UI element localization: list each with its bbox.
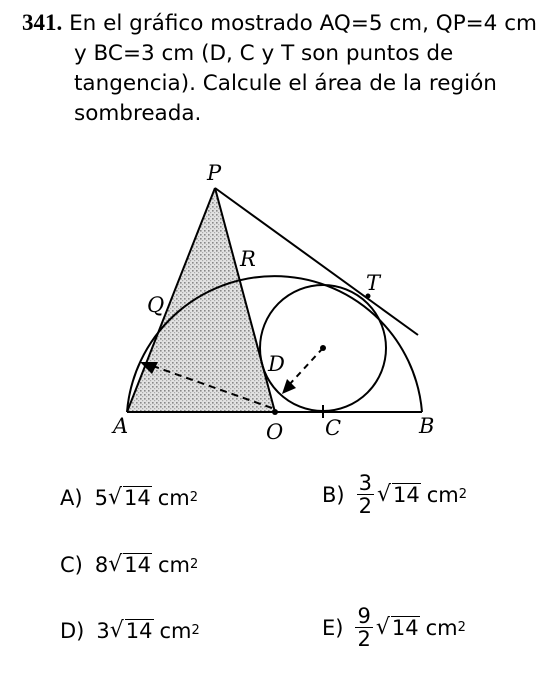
option-a[interactable]: A) 5 √ 14 cm 2	[60, 485, 198, 510]
sqrt-symbol: √	[109, 618, 124, 643]
fraction: $\frac{9}{2}$	[357, 604, 371, 651]
sqrt-symbol: √	[375, 615, 390, 640]
label-C: C	[325, 416, 342, 440]
label-B: B	[419, 414, 435, 438]
problem-line-1: 341. En el gráfico mostrado AQ=5 cm, QP=4 cm	[22, 10, 537, 36]
label-R: R	[240, 247, 256, 271]
label-P: P	[207, 161, 222, 185]
problem-statement	[22, 8, 537, 129]
point-center	[320, 345, 326, 351]
problem-line-3: tangencia). Calcule el área de la región	[74, 71, 497, 96]
option-e[interactable]: E) $\frac{9}{2}$ √ 14 cm 2	[322, 604, 466, 651]
problem-line-2: y BC=3 cm (D, C y T son puntos de	[74, 41, 454, 66]
sqrt-symbol: √	[107, 485, 122, 510]
sqrt-symbol: √	[376, 482, 392, 507]
label-O: O	[266, 420, 284, 444]
label-A: A	[113, 414, 129, 438]
dashed-radius-D	[288, 348, 323, 386]
problem-line-4: sombreada.	[74, 101, 202, 126]
arrowhead-D	[282, 379, 296, 394]
label-D: D	[268, 352, 285, 376]
problem-number: 341.	[22, 10, 63, 35]
fraction: $\frac{3}{2}$	[358, 471, 372, 518]
geometry-figure	[0, 150, 540, 450]
label-T: T	[366, 271, 381, 295]
option-b[interactable]: B) $\frac{3}{2}$ √ 14 cm 2	[322, 471, 468, 518]
option-c[interactable]: C) 8 √ 14 cm 2	[60, 552, 199, 577]
point-O	[272, 409, 278, 415]
label-Q: Q	[147, 293, 165, 317]
sqrt-symbol: √	[108, 552, 123, 577]
option-d[interactable]: D) 3 √ 14 cm 2	[60, 618, 200, 643]
